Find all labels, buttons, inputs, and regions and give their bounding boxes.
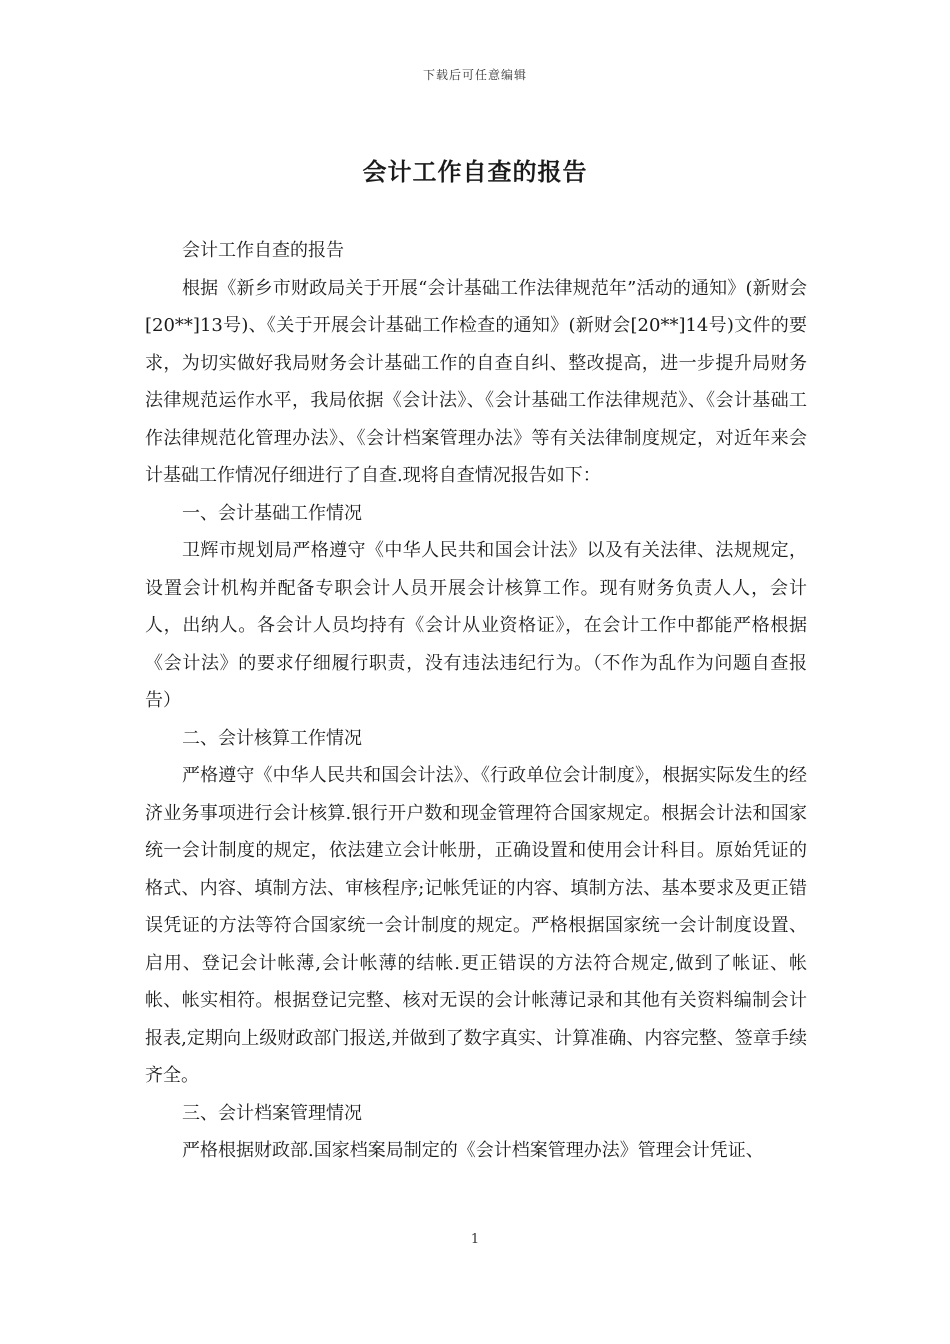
section-heading-3: 三、会计档案管理情况 <box>182 1102 362 1124</box>
paragraph-subtitle: 会计工作自查的报告 <box>182 240 344 261</box>
paragraph-section-1: 卫辉市规划局严格遵守《中华人民共和国会计法》以及有关法律、法规规定，设置会计机构并配备专职会计人员开展会计核算工作。现有财务负责人人，会计人，出纳人。各会计人员均持有《会计从业资格证》，在会计工作中都能严格根据《会计法》的要求仔细履行职责，没有违法违纪行为。（不作为乱作为问题自查报告） <box>145 540 807 711</box>
paragraph-intro: 根据《新乡市财政局关于开展“会计基础工作法律规范年”活动的通知》(新财会[20**]13号)、《关于开展会计基础工作检查的通知》(新财会[20**]14号)文件的要求，为切实做好我局财务会计基础工作的自查自纠、整改提高，进一步提升局财务法律规范运作水平，我局依据《会计法》、《会计基础工作法律规范》、《会计基础工作法律规范化管理办法》、《会计档案管理办法》等有关法律制度规定，对近年来会计基础工作情况仔细进行了自查.现将自查情况报告如下： <box>145 277 807 486</box>
paragraph-section-2: 严格遵守《中华人民共和国会计法》、《行政单位会计制度》，根据实际发生的经济业务事项进行会计核算.银行开户数和现金管理符合国家规定。根据会计法和国家统一会计制度的规定，依法建立会计帐册，正确设置和使用会计科目。原始凭证的格式、内容、填制方法、审核程序;记帐凭证的内容、填制方法、基本要求及更正错误凭证的方法等符合国家统一会计制度的规定。严格根据国家统一会计制度设置、启用、登记会计帐薄,会计帐薄的结帐.更正错误的方法符合规定,做到了帐证、帐帐、帐实相符。根据登记完整、核对无误的会计帐薄记录和其他有关资料编制会计报表,定期向上级财政部门报送,并做到了数字真实、计算准确、内容完整、签章手续齐全。 <box>145 765 807 1086</box>
header-note: 下载后可任意编辑 <box>422 68 527 82</box>
document-body <box>145 232 807 1170</box>
page-number: 1 <box>470 1232 480 1247</box>
paragraph-section-3: 严格根据财政部.国家档案局制定的《会计档案管理办法》管理会计凭证、 <box>182 1140 764 1161</box>
section-heading-1: 一、会计基础工作情况 <box>182 502 362 524</box>
section-heading-2: 二、会计核算工作情况 <box>182 727 362 749</box>
document-title: 会计工作自查的报告 <box>362 158 588 186</box>
